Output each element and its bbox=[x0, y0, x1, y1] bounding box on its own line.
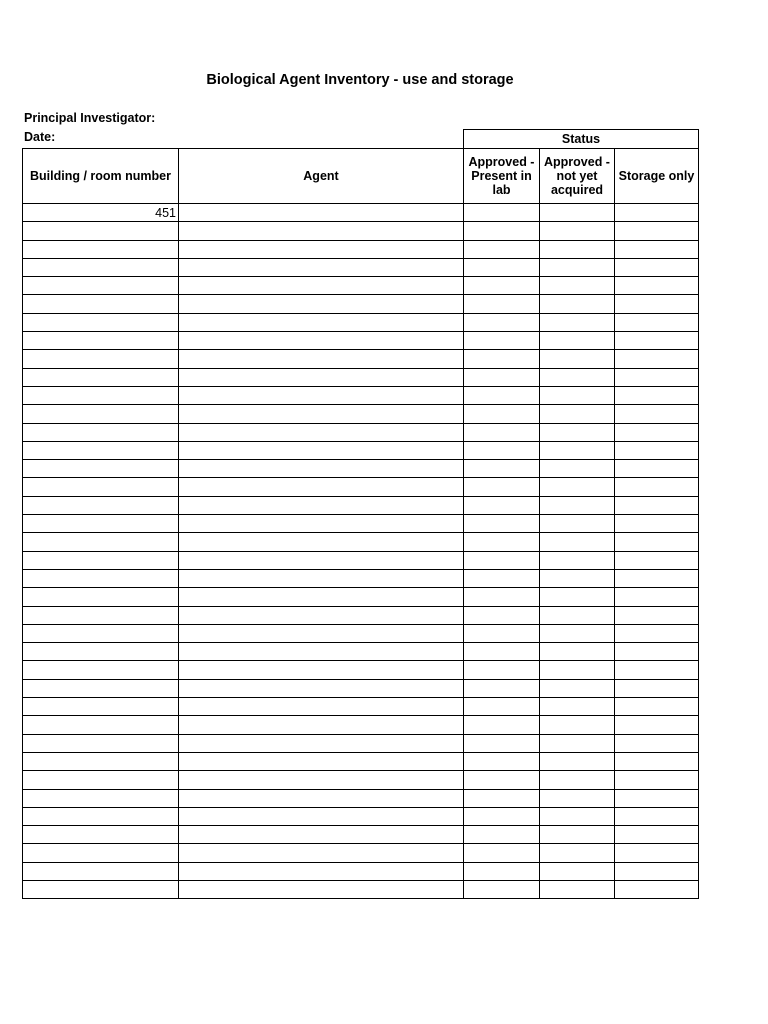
table-row bbox=[23, 679, 699, 697]
table-cell[interactable] bbox=[464, 332, 540, 350]
table-cell[interactable] bbox=[464, 405, 540, 423]
table-cell[interactable] bbox=[179, 533, 464, 551]
table-cell[interactable] bbox=[615, 624, 699, 642]
table-cell[interactable] bbox=[615, 386, 699, 404]
table-cell[interactable] bbox=[615, 752, 699, 770]
table-cell[interactable] bbox=[540, 350, 615, 368]
table-row bbox=[23, 313, 699, 331]
table-row bbox=[23, 204, 699, 222]
table-cell[interactable] bbox=[615, 258, 699, 276]
table-cell[interactable] bbox=[179, 624, 464, 642]
table-cell[interactable] bbox=[464, 258, 540, 276]
table-cell[interactable] bbox=[23, 734, 179, 752]
column-header-agent: Agent bbox=[179, 149, 464, 204]
table-cell[interactable] bbox=[179, 844, 464, 862]
table-cell[interactable] bbox=[615, 496, 699, 514]
table-cell[interactable] bbox=[23, 533, 179, 551]
table-cell[interactable] bbox=[179, 441, 464, 459]
table-cell[interactable] bbox=[540, 716, 615, 734]
table-cell[interactable] bbox=[179, 386, 464, 404]
table-cell[interactable] bbox=[464, 880, 540, 898]
table-cell[interactable] bbox=[464, 698, 540, 716]
table-cell[interactable] bbox=[179, 258, 464, 276]
table-cell[interactable] bbox=[23, 368, 179, 386]
table-cell[interactable] bbox=[615, 844, 699, 862]
table-cell[interactable] bbox=[23, 350, 179, 368]
table-cell[interactable] bbox=[615, 807, 699, 825]
table-row bbox=[23, 734, 699, 752]
table-cell[interactable] bbox=[540, 752, 615, 770]
table-cell[interactable] bbox=[179, 405, 464, 423]
table-cell[interactable] bbox=[464, 716, 540, 734]
page-title: Biological Agent Inventory - use and storage bbox=[206, 72, 514, 88]
table-cell[interactable] bbox=[540, 789, 615, 807]
table-cell[interactable] bbox=[615, 295, 699, 313]
table-cell[interactable] bbox=[23, 240, 179, 258]
table-cell[interactable] bbox=[464, 240, 540, 258]
table-cell[interactable] bbox=[615, 606, 699, 624]
table-cell[interactable] bbox=[464, 222, 540, 240]
table-cell[interactable] bbox=[23, 643, 179, 661]
table-row bbox=[23, 606, 699, 624]
table-cell[interactable] bbox=[23, 862, 179, 880]
table-row bbox=[23, 880, 699, 898]
table-cell[interactable] bbox=[540, 240, 615, 258]
table-cell[interactable] bbox=[179, 789, 464, 807]
table-cell[interactable] bbox=[179, 661, 464, 679]
table-cell[interactable] bbox=[179, 880, 464, 898]
table-row bbox=[23, 460, 699, 478]
column-header-approved-not-acquired: Approved - not yet acquired bbox=[540, 149, 615, 204]
table-row bbox=[23, 295, 699, 313]
table-cell[interactable] bbox=[615, 423, 699, 441]
table-cell[interactable] bbox=[23, 258, 179, 276]
table-cell[interactable] bbox=[23, 698, 179, 716]
date-label: Date: bbox=[24, 130, 56, 144]
inventory-table-body bbox=[23, 204, 699, 899]
table-cell[interactable] bbox=[23, 789, 179, 807]
table-cell[interactable] bbox=[464, 752, 540, 770]
table-cell[interactable] bbox=[23, 222, 179, 240]
table-cell[interactable] bbox=[464, 844, 540, 862]
table-cell[interactable] bbox=[615, 533, 699, 551]
table-row bbox=[23, 844, 699, 862]
table-row bbox=[23, 350, 699, 368]
table-row bbox=[23, 698, 699, 716]
table-cell[interactable] bbox=[179, 460, 464, 478]
table-cell[interactable] bbox=[23, 661, 179, 679]
table-cell[interactable] bbox=[615, 240, 699, 258]
table-cell[interactable] bbox=[464, 606, 540, 624]
table-row bbox=[23, 807, 699, 825]
table-cell[interactable] bbox=[179, 606, 464, 624]
table-cell[interactable] bbox=[179, 643, 464, 661]
column-header-approved-present: Approved - Present in lab bbox=[464, 149, 540, 204]
inventory-table bbox=[22, 129, 699, 899]
table-row bbox=[23, 551, 699, 569]
table-cell[interactable] bbox=[540, 423, 615, 441]
table-cell[interactable] bbox=[540, 569, 615, 587]
table-cell[interactable] bbox=[179, 698, 464, 716]
table-cell[interactable] bbox=[464, 661, 540, 679]
table-cell[interactable] bbox=[464, 734, 540, 752]
table-cell[interactable] bbox=[540, 533, 615, 551]
table-cell[interactable] bbox=[179, 496, 464, 514]
table-cell[interactable] bbox=[464, 826, 540, 844]
table-cell[interactable] bbox=[540, 222, 615, 240]
table-cell[interactable] bbox=[23, 423, 179, 441]
table-cell[interactable] bbox=[179, 569, 464, 587]
table-cell[interactable] bbox=[540, 643, 615, 661]
table-row bbox=[23, 386, 699, 404]
table-cell[interactable] bbox=[179, 734, 464, 752]
table-cell[interactable] bbox=[179, 313, 464, 331]
table-cell[interactable] bbox=[615, 204, 699, 222]
table-cell[interactable] bbox=[464, 478, 540, 496]
table-cell[interactable] bbox=[615, 862, 699, 880]
table-cell[interactable] bbox=[179, 679, 464, 697]
table-cell[interactable] bbox=[23, 606, 179, 624]
table-cell[interactable] bbox=[615, 661, 699, 679]
table-cell[interactable] bbox=[464, 368, 540, 386]
table-row bbox=[23, 533, 699, 551]
table-cell[interactable] bbox=[23, 386, 179, 404]
table-cell[interactable] bbox=[23, 515, 179, 533]
table-cell[interactable] bbox=[464, 862, 540, 880]
table-cell[interactable] bbox=[464, 313, 540, 331]
table-cell[interactable] bbox=[464, 460, 540, 478]
table-row bbox=[23, 496, 699, 514]
table-cell[interactable] bbox=[615, 313, 699, 331]
table-cell[interactable] bbox=[23, 716, 179, 734]
table-cell[interactable] bbox=[23, 441, 179, 459]
table-row bbox=[23, 441, 699, 459]
table-cell[interactable] bbox=[464, 515, 540, 533]
table-cell[interactable] bbox=[179, 204, 464, 222]
table-cell[interactable] bbox=[179, 752, 464, 770]
table-cell[interactable] bbox=[179, 826, 464, 844]
table-row bbox=[23, 515, 699, 533]
table-cell[interactable] bbox=[615, 734, 699, 752]
table-cell[interactable] bbox=[464, 771, 540, 789]
table-row bbox=[23, 643, 699, 661]
table-cell[interactable] bbox=[540, 661, 615, 679]
table-cell[interactable] bbox=[464, 277, 540, 295]
table-cell[interactable] bbox=[540, 258, 615, 276]
table-cell[interactable] bbox=[23, 569, 179, 587]
table-cell[interactable] bbox=[23, 752, 179, 770]
table-cell[interactable] bbox=[615, 222, 699, 240]
table-cell[interactable] bbox=[615, 350, 699, 368]
table-cell[interactable] bbox=[540, 844, 615, 862]
status-header: Status bbox=[464, 130, 699, 149]
table-cell[interactable] bbox=[179, 368, 464, 386]
table-cell[interactable] bbox=[464, 204, 540, 222]
table-cell[interactable] bbox=[540, 313, 615, 331]
table-row bbox=[23, 789, 699, 807]
table-row bbox=[23, 862, 699, 880]
table-cell[interactable] bbox=[23, 679, 179, 697]
table-row bbox=[23, 826, 699, 844]
table-cell[interactable] bbox=[464, 569, 540, 587]
table-cell[interactable] bbox=[615, 551, 699, 569]
table-cell[interactable] bbox=[540, 551, 615, 569]
table-cell[interactable] bbox=[23, 771, 179, 789]
table-cell[interactable] bbox=[23, 880, 179, 898]
table-cell[interactable] bbox=[179, 423, 464, 441]
table-row bbox=[23, 277, 699, 295]
table-cell[interactable] bbox=[179, 295, 464, 313]
table-cell[interactable] bbox=[464, 643, 540, 661]
table-cell[interactable] bbox=[23, 460, 179, 478]
table-cell[interactable] bbox=[23, 277, 179, 295]
table-cell[interactable] bbox=[23, 807, 179, 825]
table-cell[interactable] bbox=[540, 807, 615, 825]
table-cell[interactable] bbox=[179, 551, 464, 569]
table-cell[interactable] bbox=[540, 698, 615, 716]
table-cell[interactable] bbox=[23, 624, 179, 642]
table-cell[interactable] bbox=[615, 569, 699, 587]
table-cell[interactable] bbox=[615, 460, 699, 478]
table-cell[interactable] bbox=[179, 350, 464, 368]
table-cell[interactable] bbox=[464, 789, 540, 807]
table-row bbox=[23, 405, 699, 423]
table-row bbox=[23, 423, 699, 441]
table-cell[interactable] bbox=[540, 368, 615, 386]
table-cell[interactable] bbox=[615, 716, 699, 734]
table-cell[interactable] bbox=[179, 588, 464, 606]
table-cell[interactable] bbox=[464, 441, 540, 459]
table-cell[interactable] bbox=[23, 551, 179, 569]
table-row bbox=[23, 752, 699, 770]
table-cell[interactable] bbox=[615, 515, 699, 533]
table-cell[interactable] bbox=[615, 880, 699, 898]
table-cell[interactable] bbox=[615, 478, 699, 496]
table-cell[interactable] bbox=[540, 277, 615, 295]
table-cell[interactable] bbox=[23, 332, 179, 350]
table-cell[interactable] bbox=[540, 880, 615, 898]
table-cell[interactable] bbox=[23, 844, 179, 862]
table-cell[interactable] bbox=[23, 478, 179, 496]
table-cell[interactable] bbox=[540, 204, 615, 222]
table-cell[interactable] bbox=[615, 368, 699, 386]
table-cell[interactable] bbox=[615, 277, 699, 295]
table-row bbox=[23, 588, 699, 606]
column-header-building-room: Building / room number bbox=[23, 149, 179, 204]
table-cell[interactable] bbox=[615, 441, 699, 459]
table-row bbox=[23, 222, 699, 240]
table-cell[interactable] bbox=[540, 679, 615, 697]
table-cell[interactable] bbox=[540, 862, 615, 880]
table-cell[interactable] bbox=[464, 423, 540, 441]
table-cell[interactable] bbox=[179, 222, 464, 240]
table-cell[interactable] bbox=[540, 771, 615, 789]
table-cell[interactable] bbox=[615, 771, 699, 789]
table-cell[interactable] bbox=[464, 496, 540, 514]
table-cell[interactable] bbox=[540, 332, 615, 350]
table-cell[interactable] bbox=[23, 496, 179, 514]
table-cell[interactable] bbox=[23, 826, 179, 844]
table-cell[interactable] bbox=[540, 386, 615, 404]
principal-investigator-label: Principal Investigator: bbox=[24, 111, 156, 125]
table-cell[interactable] bbox=[540, 441, 615, 459]
table-row bbox=[23, 569, 699, 587]
table-cell[interactable]: 451 bbox=[23, 204, 179, 222]
table-cell[interactable] bbox=[615, 679, 699, 697]
status-spacer bbox=[23, 130, 464, 149]
table-cell[interactable] bbox=[540, 478, 615, 496]
table-cell[interactable] bbox=[464, 386, 540, 404]
table-cell[interactable] bbox=[179, 771, 464, 789]
table-cell[interactable] bbox=[540, 405, 615, 423]
table-cell[interactable] bbox=[615, 789, 699, 807]
table-cell[interactable] bbox=[615, 643, 699, 661]
table-cell[interactable] bbox=[464, 350, 540, 368]
table-row bbox=[23, 661, 699, 679]
table-cell[interactable] bbox=[540, 826, 615, 844]
table-cell[interactable] bbox=[464, 624, 540, 642]
table-cell[interactable] bbox=[615, 405, 699, 423]
table-cell[interactable] bbox=[179, 240, 464, 258]
table-cell[interactable] bbox=[615, 332, 699, 350]
table-cell[interactable] bbox=[179, 332, 464, 350]
table-cell[interactable] bbox=[615, 826, 699, 844]
table-cell[interactable] bbox=[179, 515, 464, 533]
table-cell[interactable] bbox=[540, 588, 615, 606]
table-cell[interactable] bbox=[23, 295, 179, 313]
table-row bbox=[23, 240, 699, 258]
table-cell[interactable] bbox=[464, 295, 540, 313]
table-cell[interactable] bbox=[464, 679, 540, 697]
table-row bbox=[23, 368, 699, 386]
table-row bbox=[23, 771, 699, 789]
table-cell[interactable] bbox=[464, 533, 540, 551]
table-cell[interactable] bbox=[179, 716, 464, 734]
table-cell[interactable] bbox=[540, 624, 615, 642]
table-row bbox=[23, 332, 699, 350]
table-cell[interactable] bbox=[179, 862, 464, 880]
table-cell[interactable] bbox=[23, 313, 179, 331]
table-cell[interactable] bbox=[179, 277, 464, 295]
table-cell[interactable] bbox=[464, 807, 540, 825]
table-row bbox=[23, 258, 699, 276]
table-cell[interactable] bbox=[615, 698, 699, 716]
table-cell[interactable] bbox=[540, 515, 615, 533]
table-cell[interactable] bbox=[540, 295, 615, 313]
table-row bbox=[23, 624, 699, 642]
table-row bbox=[23, 716, 699, 734]
column-header-storage-only: Storage only bbox=[615, 149, 699, 204]
table-cell[interactable] bbox=[540, 606, 615, 624]
table-row bbox=[23, 478, 699, 496]
table-cell[interactable] bbox=[540, 460, 615, 478]
table-cell[interactable] bbox=[540, 496, 615, 514]
table-cell[interactable] bbox=[179, 807, 464, 825]
table-cell[interactable] bbox=[464, 551, 540, 569]
table-cell[interactable] bbox=[615, 588, 699, 606]
table-cell[interactable] bbox=[540, 734, 615, 752]
table-cell[interactable] bbox=[23, 405, 179, 423]
table-cell[interactable] bbox=[179, 478, 464, 496]
table-cell[interactable] bbox=[464, 588, 540, 606]
table-cell[interactable] bbox=[23, 588, 179, 606]
